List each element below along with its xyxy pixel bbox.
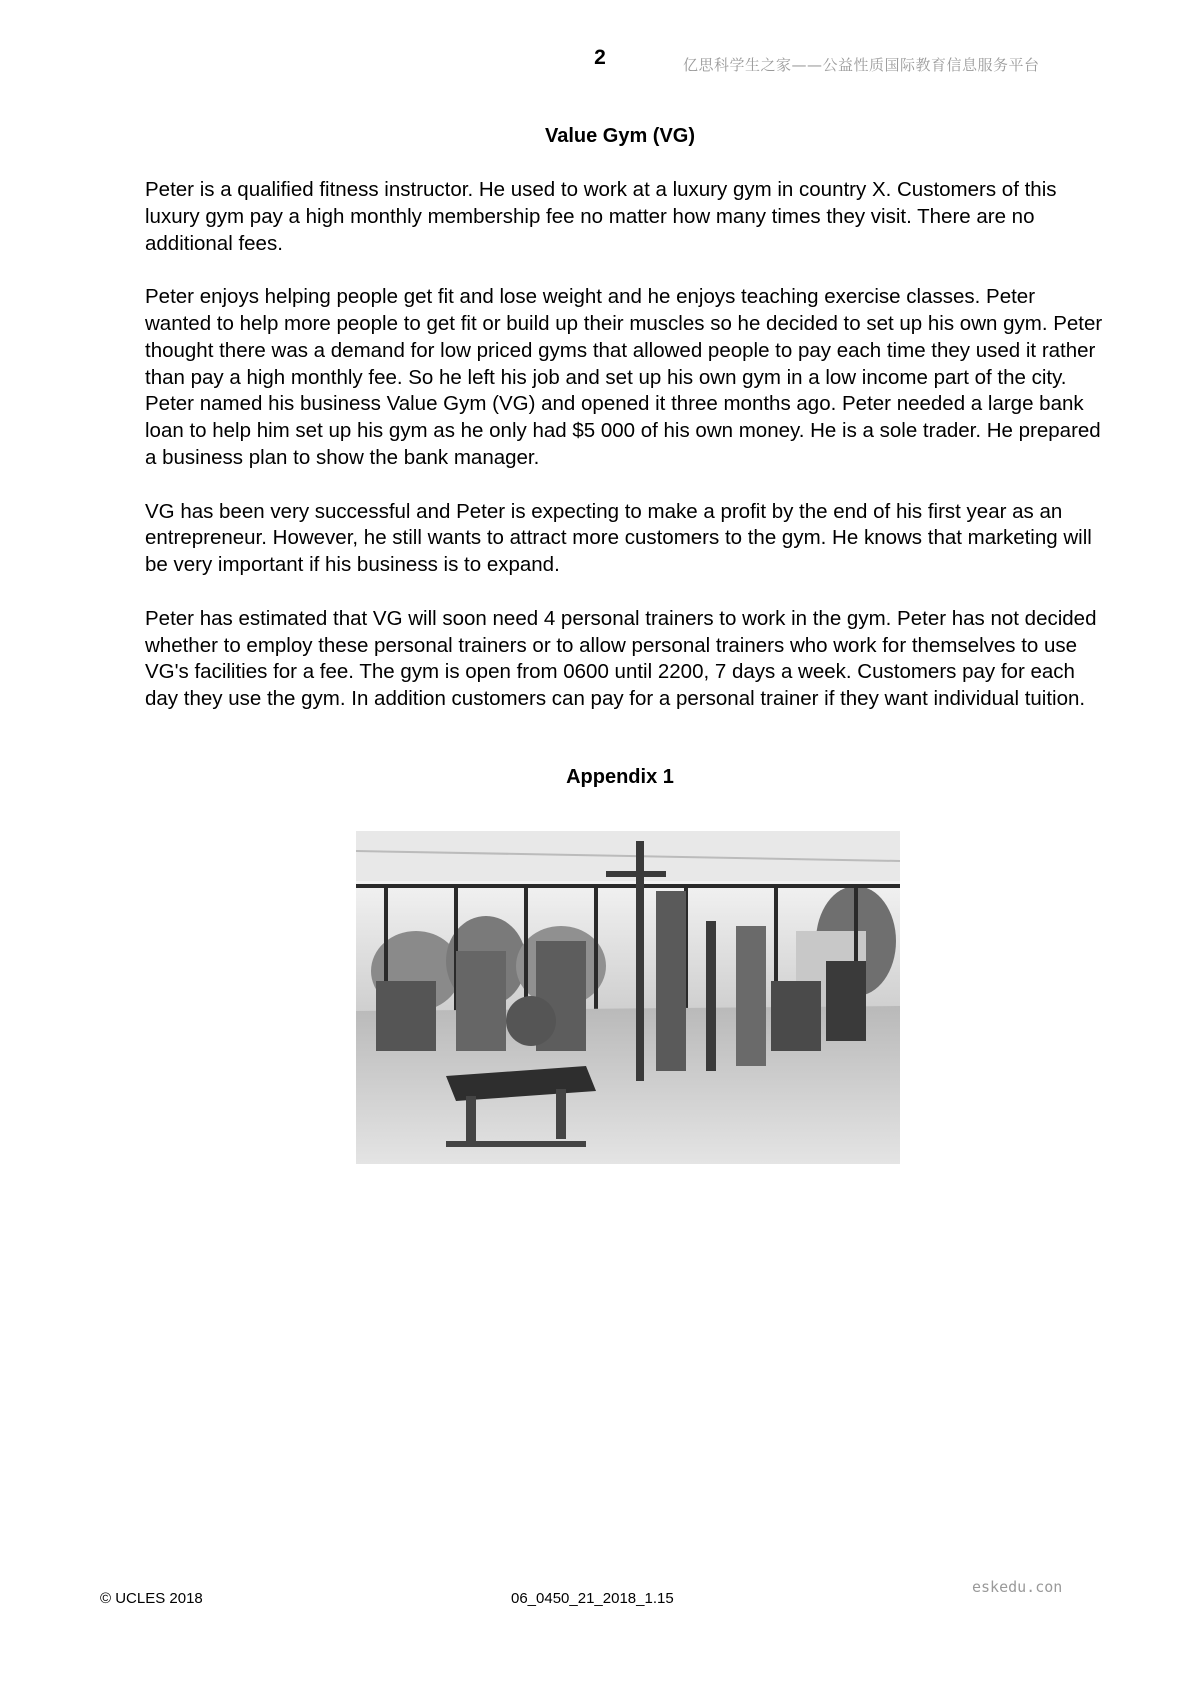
page-number: 2 <box>594 46 606 69</box>
appendix-title: Appendix 1 <box>566 766 674 788</box>
document-body <box>145 177 1105 740</box>
document-title: Value Gym (VG) <box>544 125 696 147</box>
footer-document-code: 06_0450_21_2018_1.15 <box>511 1590 674 1607</box>
footer-watermark: eskedu.con <box>972 1578 1063 1596</box>
gym-photo <box>356 831 900 1164</box>
paragraph-1: Peter is a qualified fitness instructor. He used to work at a luxury gym in country X. Customers of this luxury gym pay a high monthly membership fee no matter how many times they visit. There are no additional fees. <box>145 178 1057 255</box>
paragraph-4: Peter has estimated that VG will soon need 4 personal trainers to work in the gym. Peter has not decided whether to employ these personal trainers or to allow personal trainers who work for themselves to use VG's facilities for a fee. The gym is open from 0600 until 2200, 7 days a week. Customers pay for each day they use the gym. In addition customers can pay for a personal trainer if they want individual tuition. <box>145 606 1097 711</box>
paragraph-2: Peter enjoys helping people get fit and lose weight and he enjoys teaching exercise classes. Peter wanted to help more people to get fit or build up their muscles so he decided to set up his own gym. Peter thought there was a demand for low priced gyms that allowed people to pay each time they used it rather than pay a high monthly fee. So he left his job and set up his own gym in a low income part of the city. Peter named his business Value Gym (VG) and opened it three months ago. Peter needed a large bank loan to help him set up his gym as he only had $5 000 of his own money. He is a sole trader. He prepared a business plan to show the bank manager. <box>145 285 1103 469</box>
paragraph-3: VG has been very successful and Peter is expecting to make a profit by the end of his first year as an entrepreneur. However, he still wants to attract more customers to the gym. He knows that marketing will be very important if his business is to expand. <box>145 499 1092 577</box>
footer-copyright: © UCLES 2018 <box>100 1590 203 1607</box>
header-watermark: 亿思科学生之家——公益性质国际教育信息服务平台 <box>683 56 1040 74</box>
